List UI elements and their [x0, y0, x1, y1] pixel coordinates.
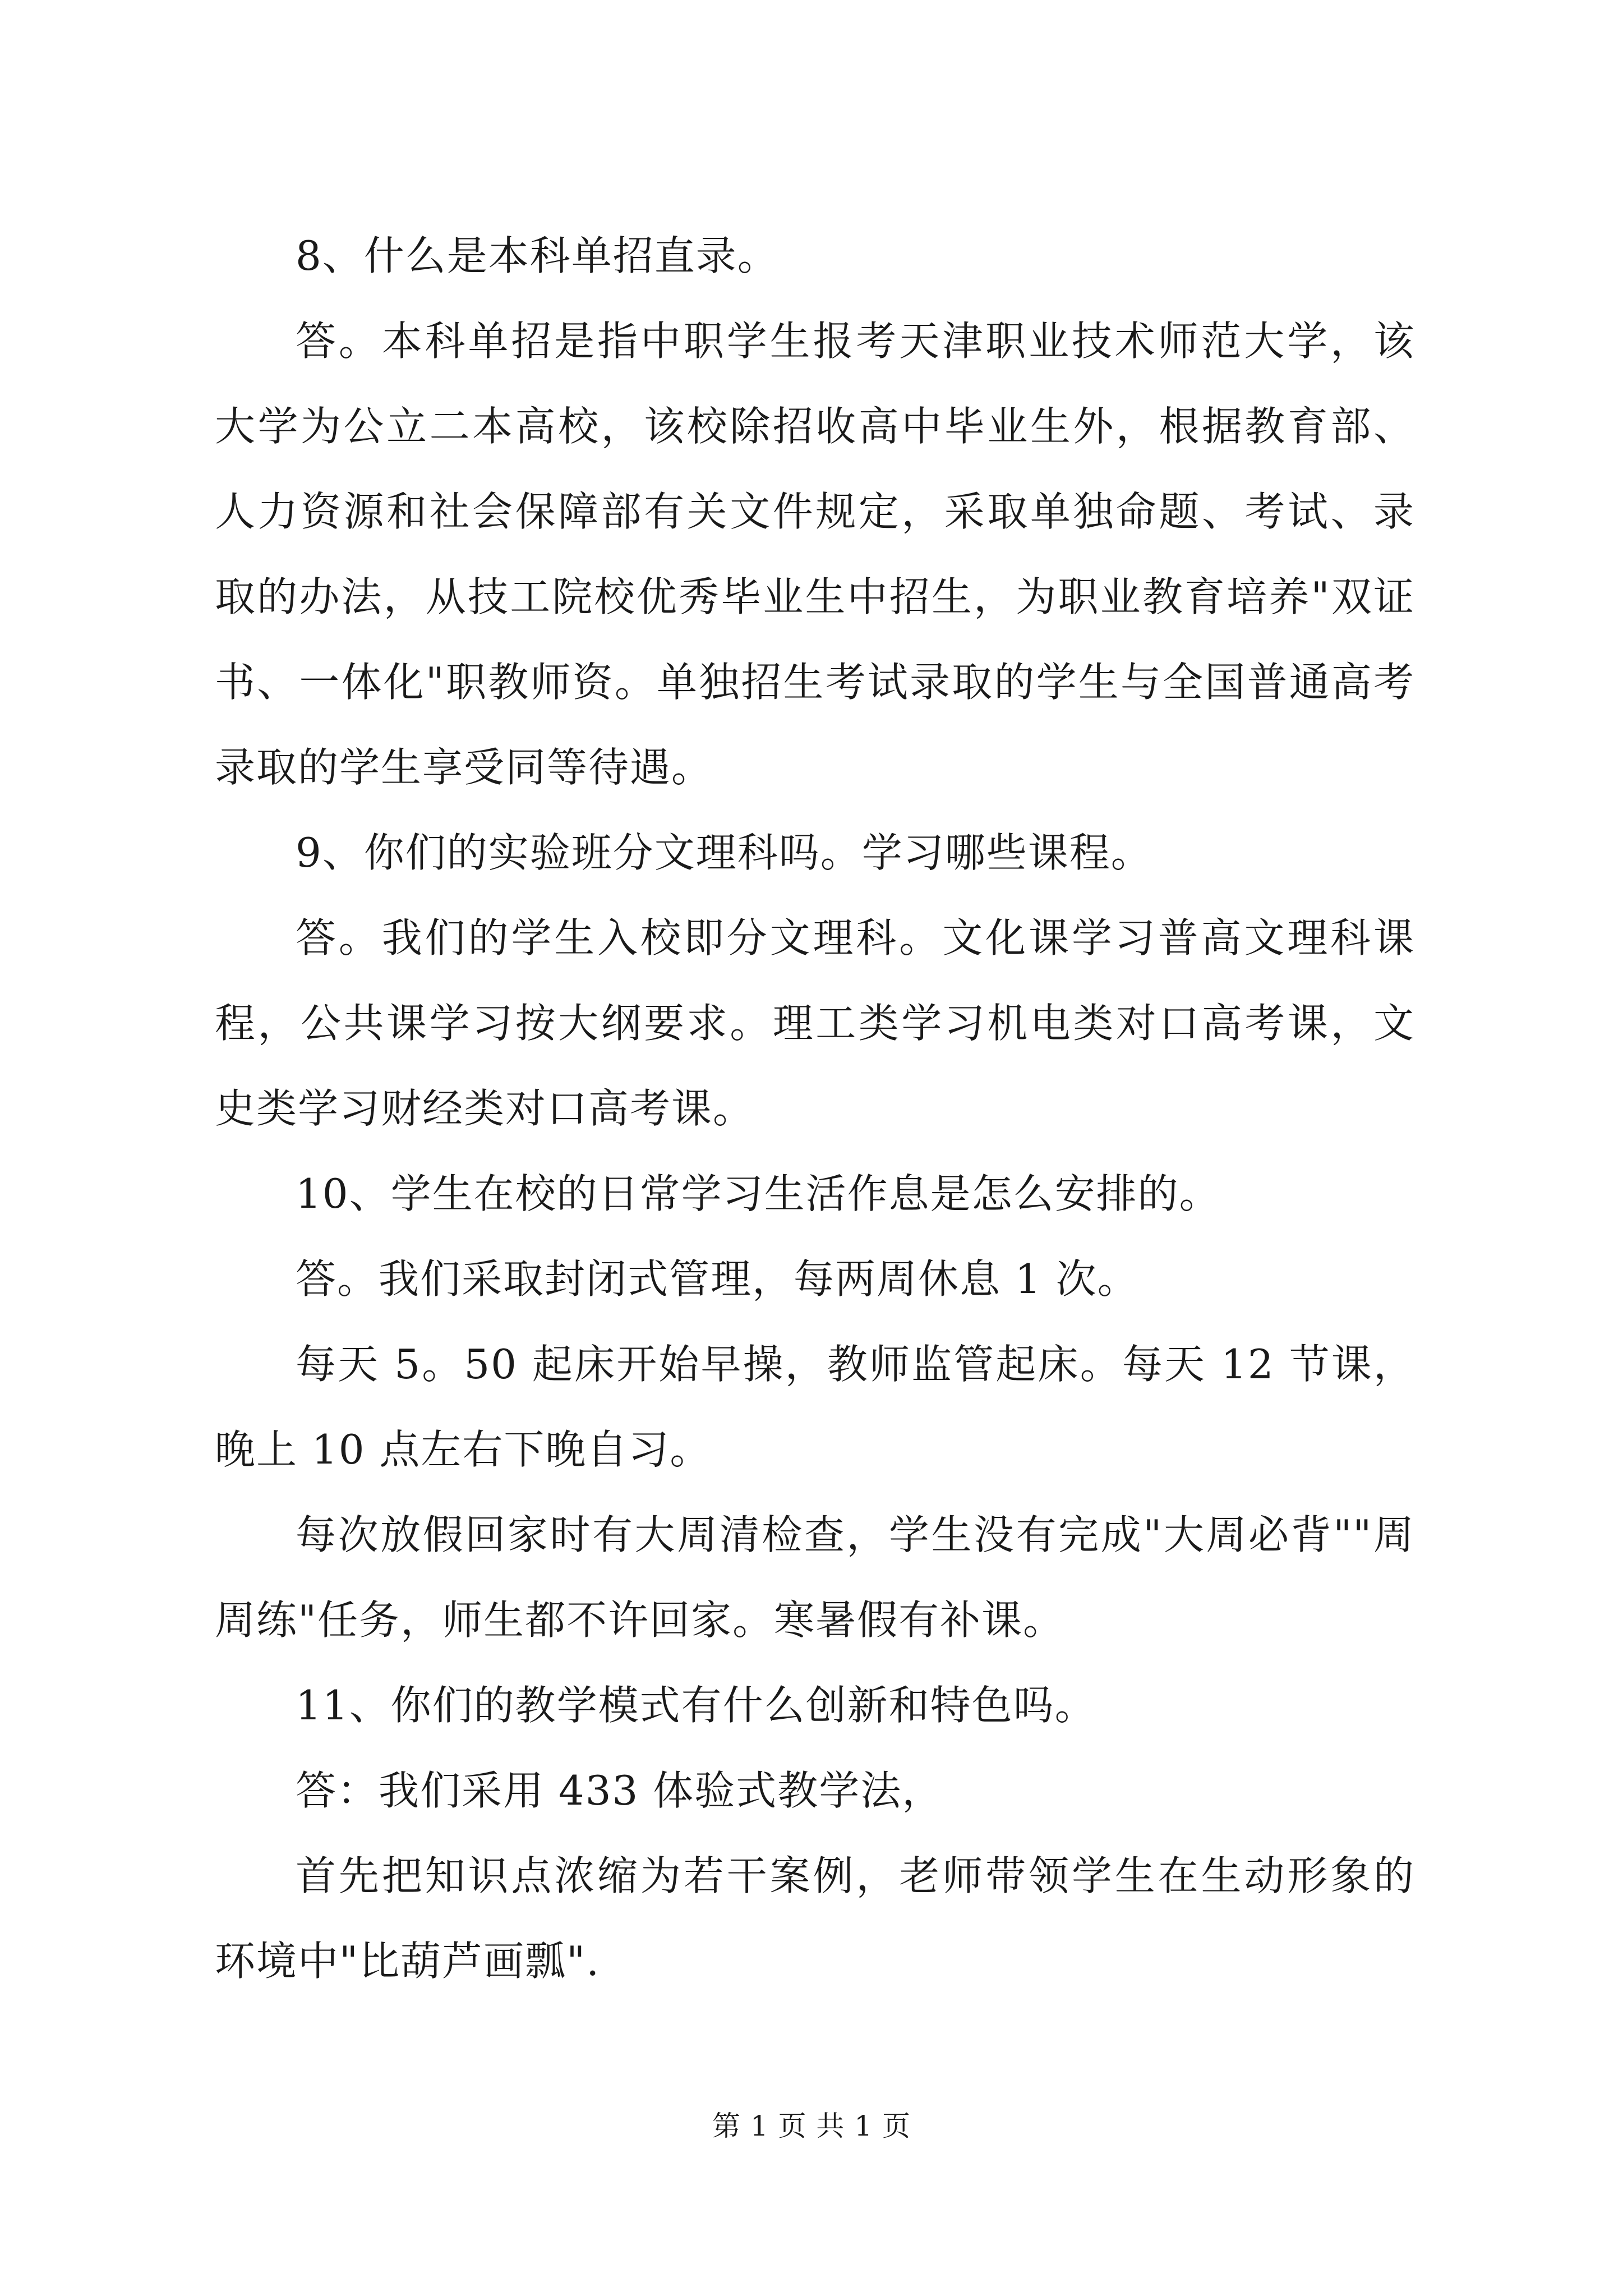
answer-10-schedule: 每天 5。50 起床开始早操，教师监管起床。每天 12 节课，晚上 10 点左右下晚自习。 — [215, 1341, 1415, 1473]
page-footer: 第 1 页 共 1 页 — [712, 2110, 911, 2142]
answer-10-holiday: 每次放假回家时有大周清检查，学生没有完成"大周必背""周周练"任务，师生都不许回家。寒暑假有补课。 — [215, 1511, 1415, 1644]
question-8: 8、什么是本科单招直录。 — [296, 232, 779, 279]
answer-8: 答。本科单招是指中职学生报考天津职业技术师范大学，该大学为公立二本高校，该校除招收高中毕业生外，根据教育部、人力资源和社会保障部有关文件规定，采取单独命题、考试、录取的办法，从技工院校优秀毕业生中招生，为职业教育培养"双证书、一体化"职教师资。单独招生考试录取的学生与全国普通高考录取的学生享受同等待遇。 — [215, 318, 1415, 791]
question-9: 9、你们的实验班分文理科吗。学习哪些课程。 — [296, 829, 1152, 876]
answer-10: 答。我们采取封闭式管理，每两周休息 1 次。 — [296, 1255, 1139, 1303]
question-10: 10、学生在校的日常学习生活作息是怎么安排的。 — [296, 1170, 1221, 1217]
question-11: 11、你们的教学模式有什么创新和特色吗。 — [296, 1682, 1096, 1729]
document-body — [215, 213, 1415, 2004]
answer-9: 答。我们的学生入校即分文理科。文化课学习普高文理科课程，公共课学习按大纲要求。理工类学习机电类对口高考课，文史类学习财经类对口高考课。 — [215, 914, 1415, 1132]
answer-11: 答：我们采用 433 体验式教学法， — [296, 1767, 944, 1814]
answer-11-detail: 首先把知识点浓缩为若干案例，老师带领学生在生动形象的环境中"比葫芦画瓢". — [215, 1852, 1415, 1985]
